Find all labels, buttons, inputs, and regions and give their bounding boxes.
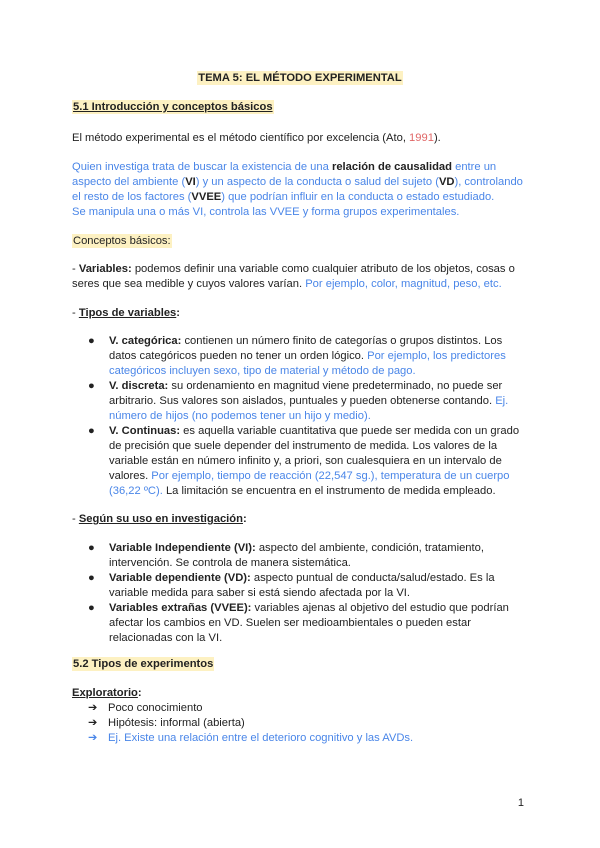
- page-title: [0, 72, 600, 84]
- intro-paragraph: El método experimental es el método científico por excelencia (Ato, 1991).: [72, 132, 441, 144]
- page-number: 1: [517, 797, 524, 809]
- title-text: TEMA 5: EL MÉTODO EXPERIMENTAL: [198, 72, 402, 84]
- uso-heading: - Según su uso en investigación:: [72, 513, 247, 525]
- uso-list: [72, 541, 532, 646]
- bullet-icon: ●: [88, 425, 95, 437]
- list-item: ➔ Hipótesis: informal (abierta): [88, 717, 245, 729]
- list-item: ➔ Poco conocimiento: [88, 702, 203, 714]
- bullet-icon: ●: [88, 602, 95, 614]
- conceptos-label: Conceptos básicos:: [73, 235, 171, 247]
- citation-year: 1991: [409, 132, 434, 144]
- list-item: ● V. discreta: su ordenamiento en magnitud viene predeterminado, no puede ser arbitrario. Sus valores son aislados, puntuales y pueden obtenerse contando. Ej. número de hijos (no podemos tener un hijo y medio).: [88, 380, 509, 422]
- arrow-right-icon: ➔: [88, 702, 98, 714]
- variables-definition: - Variables: podemos definir una variable como cualquier atributo de los objetos, cosas o seres que sea medible y cuyos valores varían. Por ejemplo, color, magnitud, peso, etc.: [72, 263, 515, 290]
- causality-paragraph: Quien investiga trata de buscar la existencia de una relación de causalidad entre un aspecto del ambiente (VI) y un aspecto de la conducta o salud del sujeto (VD), controlando el resto de los factores (VVEE) que podrían influir en la conducta o estado estudiado. Se manipula una o más VI, controla las VVEE y forma grupos experimentales.: [72, 161, 523, 218]
- list-item: ● V. categórica: contienen un número finito de categorías o grupos distintos. Los datos categóricos pueden no tener un orden lógico. Por ejemplo, los predictores categóricos incluyen sexo, tipo de material y método de pago.: [88, 335, 506, 377]
- list-item: ● Variables extrañas (VVEE): variables ajenas al objetivo del estudio que podrían afectar los cambios en VD. Suelen ser medioambientales o pueden estar relacionadas con la VI.: [88, 602, 509, 644]
- bullet-icon: ●: [88, 380, 95, 392]
- list-item: ● Variable Independiente (VI): aspecto del ambiente, condición, tratamiento, intervención. Se controla de manera sistemática.: [88, 542, 484, 569]
- bullet-icon: ●: [88, 542, 95, 554]
- list-item: ● Variable dependiente (VD): aspecto puntual de conducta/salud/estado. Es la variable medida para saber si está siendo afectada por la VI.: [88, 572, 495, 599]
- bullet-icon: ●: [88, 335, 95, 347]
- bullet-icon: ●: [88, 572, 95, 584]
- list-item: ● V. Continuas: es aquella variable cuantitativa que puede ser medida con un grado de precisión que suele depender del instrumento de medida. Los valores de la variable están en número infinito y, a priori, son cualesquiera en un intervalo de valores. Por ejemplo, tiempo de reacción (22,547 sg.), temperatura de un cuerpo (36,22 ºC). La limitación se encuentra en el instrumento de medida empleado.: [88, 425, 520, 497]
- exploratorio-list: [72, 701, 532, 746]
- arrow-right-icon: ➔: [88, 717, 98, 729]
- list-item: ➔ Ej. Existe una relación entre el deterioro cognitivo y las AVDs.: [88, 732, 414, 744]
- tipos-heading: - Tipos de variables:: [72, 307, 180, 319]
- section-heading-1: 5.1 Introducción y conceptos básicos: [73, 101, 273, 113]
- exploratorio-heading: Exploratorio:: [72, 687, 142, 699]
- section-heading-2: 5.2 Tipos de experimentos: [73, 658, 214, 670]
- tipos-list: [72, 334, 532, 499]
- arrow-right-icon: ➔: [88, 732, 98, 744]
